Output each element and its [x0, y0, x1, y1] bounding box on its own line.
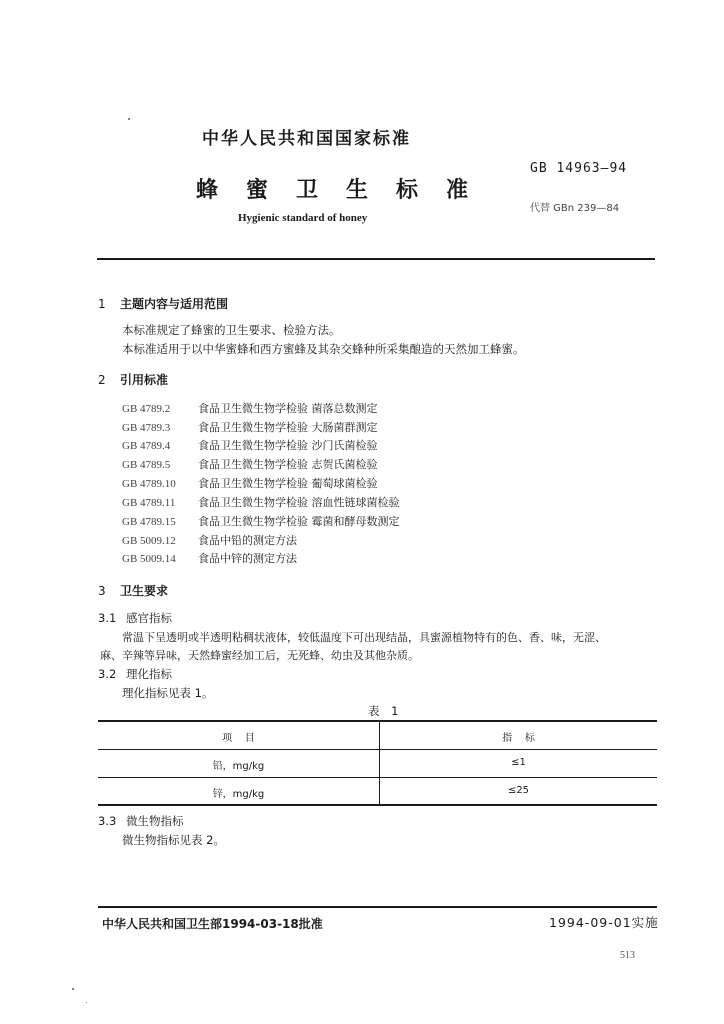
section-number: 3 — [98, 584, 106, 598]
replaces-standard: 代替 GBn 239—84 — [530, 203, 620, 214]
subsection-3-1-heading — [98, 610, 172, 626]
table-row-rule — [98, 777, 657, 778]
subsection-number: 3.1 — [98, 611, 117, 625]
reference-name: 食品卫生微生物学检验 霉菌和酵母数测定 — [198, 515, 400, 528]
section-number: 1 — [98, 297, 106, 311]
reference-item — [122, 494, 400, 510]
reference-item — [122, 419, 378, 435]
reference-name: 食品中锌的测定方法 — [198, 552, 297, 565]
subsection-number: 3.3 — [98, 814, 117, 828]
subsection-title: 微生物指标 — [126, 814, 184, 828]
table-row-item: 锌，mg/kg — [212, 789, 265, 800]
national-standard-heading: 中华人民共和国国家标准 — [202, 129, 411, 149]
document-title: 蜂蜜卫生标准 — [196, 178, 497, 203]
reference-item — [122, 532, 297, 548]
section-title: 主题内容与适用范围 — [120, 297, 229, 311]
reference-code: GB 4789.2 — [122, 403, 171, 415]
standard-code: GB 14963—94 — [530, 161, 628, 176]
reference-code: GB 4789.15 — [122, 516, 176, 528]
reference-item — [122, 513, 400, 529]
table-top-rule — [98, 720, 657, 722]
reference-code: GB 4789.5 — [122, 459, 171, 471]
reference-name: 食品卫生微生物学检验 葡萄球菌检验 — [198, 477, 378, 490]
subsection-3-2-text: 理化指标见表 1。 — [122, 686, 214, 700]
subsection-3-3-text: 微生物指标见表 2。 — [122, 833, 225, 847]
subsection-3-1-text-line-2: 麻、辛辣等异味，天然蜂蜜经加工后，无死蜂、幼虫及其他杂质。 — [100, 649, 419, 662]
section-1-paragraph-2: 本标准适用于以中华蜜蜂和西方蜜蜂及其杂交蜂种所采集酿造的天然加工蜂蜜。 — [122, 342, 525, 356]
subsection-title: 感官指标 — [126, 611, 172, 625]
table-row-value: ≤1 — [511, 757, 526, 768]
table-row-item: 铅，mg/kg — [212, 761, 265, 772]
footer-divider — [98, 906, 657, 908]
table-bottom-rule — [98, 804, 657, 806]
section-2-heading — [98, 371, 168, 388]
table-header-rule — [98, 749, 657, 750]
section-title: 卫生要求 — [120, 584, 169, 598]
page-number: 513 — [620, 950, 635, 961]
implementation-date: 1994-09-01实施 — [549, 915, 659, 930]
scan-speck — [72, 988, 74, 990]
table-header-item: 项 目 — [222, 733, 255, 744]
reference-code: GB 5009.14 — [122, 553, 176, 565]
reference-item — [122, 400, 378, 416]
subsection-title: 理化指标 — [126, 667, 172, 681]
reference-name: 食品卫生微生物学检验 溶血性链球菌检验 — [198, 496, 400, 509]
reference-item — [122, 475, 378, 491]
subsection-3-2-heading — [98, 666, 172, 682]
reference-item — [122, 437, 378, 453]
section-1-heading — [98, 295, 228, 312]
table-header-value: 指 标 — [502, 733, 535, 744]
reference-item — [122, 456, 378, 472]
scan-speck — [86, 1002, 87, 1003]
section-title: 引用标准 — [120, 373, 169, 387]
table-1-caption: 表 1 — [368, 704, 403, 718]
reference-code: GB 5009.12 — [122, 535, 176, 547]
subsection-3-1-text-line-1: 常温下呈透明或半透明粘稠状液体，较低温度下可出现结晶，具蜜源植物特有的色、香、味，无涩、 — [122, 631, 606, 644]
reference-code: GB 4789.10 — [122, 478, 176, 490]
reference-item — [122, 550, 297, 566]
section-3-heading — [98, 582, 168, 599]
reference-name: 食品卫生微生物学检验 菌落总数测定 — [198, 402, 378, 415]
reference-code: GB 4789.4 — [122, 440, 171, 452]
approval-statement: 中华人民共和国卫生部1994-03-18批准 — [102, 917, 323, 931]
section-1-paragraph-1: 本标准规定了蜂蜜的卫生要求、检验方法。 — [122, 323, 341, 337]
reference-code: GB 4789.3 — [122, 422, 171, 434]
section-number: 2 — [98, 373, 106, 387]
reference-code: GB 4789.11 — [122, 497, 176, 509]
table-row-value: ≤25 — [507, 785, 530, 796]
reference-name: 食品中铅的测定方法 — [198, 534, 297, 547]
reference-name: 食品卫生微生物学检验 志贺氏菌检验 — [198, 458, 378, 471]
subsection-number: 3.2 — [98, 667, 117, 681]
english-subtitle: Hygienic standard of honey — [238, 212, 368, 224]
reference-name: 食品卫生微生物学检验 大肠菌群测定 — [198, 421, 378, 434]
subsection-3-3-heading — [98, 813, 184, 829]
header-divider — [97, 258, 655, 260]
scan-speck — [128, 118, 130, 120]
reference-name: 食品卫生微生物学检验 沙门氏菌检验 — [198, 439, 378, 452]
